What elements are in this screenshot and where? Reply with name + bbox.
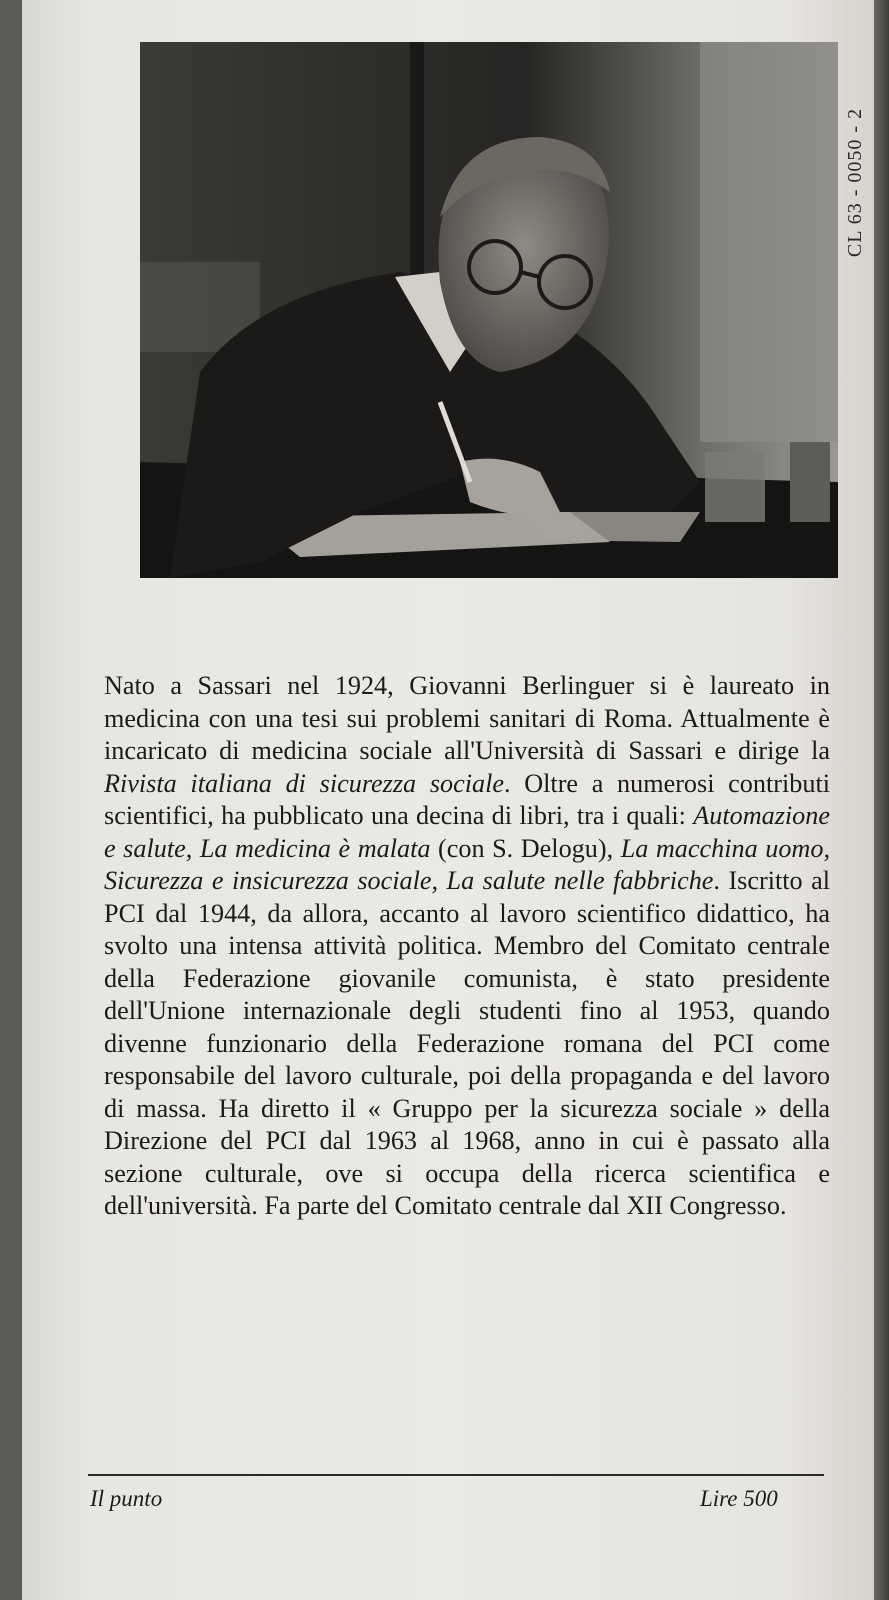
price: Lire 500 [700,1486,778,1511]
author-photo-illustration [140,42,838,578]
journal-title: Rivista italiana di sicurezza sociale [104,768,504,798]
book-titles-2: La macchina uomo, Sicurezza e insicurezza sociale, La salute nelle fabbriche [104,833,830,895]
series-name: Il punto [90,1486,163,1511]
catalog-code-text: CL 63 - 0050 - 2 [844,107,867,257]
book-titles-1: Automazione e salute, La medicina è malata [104,801,830,863]
bio-text-4: . Iscritto al PCI dal 1944, da allora, accanto al lavoro scientifico didattico, ha svolto una intensa attività politica. Membro del Comitato centrale della Federazione giovanile comunista, è stato presidente dell'Unione internazionale degli studenti fino al 1953, quando divenne funzionario della Federazione romana del PCI come responsabile del lavoro culturale, poi della propaganda e del lavoro di massa. Ha diretto il « Gruppo per la sicurezza sociale » della Direzione del PCI dal 1963 al 1968, anno in cui è passato alla sezione culturale, ove si occupa della ricerca scientifica e dell'università. Fa parte del Comitato centrale dal XII Congresso. [104,866,830,1220]
bio-text-1: Nato a Sassari nel 1924, Giovanni Berlinguer si è laureato in medicina con una tesi sui problemi sanitari di Roma. Attualmente è incaricato di medicina sociale all'Università di Sassari e dirige la [104,671,830,765]
cover-edge-shadow [874,0,889,1600]
author-photo [140,42,838,578]
author-biography [104,670,830,1223]
catalog-code [838,62,874,302]
bio-text-2: . Oltre a numerosi contributi scientifici, ha pubblicato una decina di libri, tra i quali: [104,768,830,830]
bio-text-3: (con S. Delogu), [430,833,621,863]
footer-rule [88,1474,824,1476]
